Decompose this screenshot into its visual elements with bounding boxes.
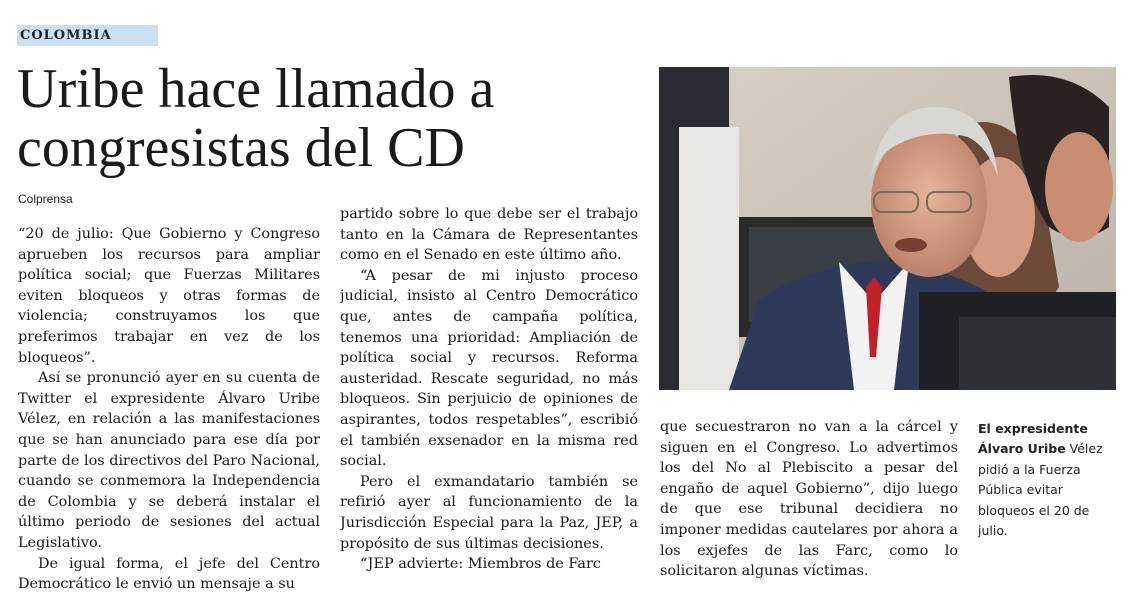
photo-illustration xyxy=(659,67,1116,390)
paragraph: partido sobre lo que debe ser el trabajo tanto en la Cámara de Representantes como en el Senado en este último año. xyxy=(340,206,638,264)
caption-text: Vélez pidió a la Fuerza Pública evitar bloqueos el 20 de julio. xyxy=(978,441,1103,539)
paragraph: “20 de julio: Que Gobierno y Congreso aprueben los recursos para ampliar política social; que Fuerzas Militares eviten bloqueos y otras formas de violencia; construyamos los que preferimos trabajar en vez de los bloqueos”. xyxy=(18,226,320,366)
section-tag: COLOMBIA xyxy=(17,25,158,46)
headline: Uribe hace llamado a congresistas del CD xyxy=(17,58,495,179)
photo-caption xyxy=(978,419,1123,541)
caption-bold: El expresidente Álvaro Uribe xyxy=(978,421,1088,457)
paragraph: Así se pronunció ayer en su cuenta de Twitter el expresidente Álvaro Uribe Vélez, en relación a las manifestaciones que se han anunciado para ese día por parte de los directivos del Paro Nacional, cuando se conmemora la Independencia de Colombia y se deberá instalar el último periodo de sesiones del actual Legislativo. xyxy=(18,370,320,551)
paragraph: que secuestraron no van a la cárcel y siguen en el Congreso. Lo advertimos los del No al Plebiscito a pesar del engaño de aquel Gobierno”, dijo luego de que ese tribunal decidiera no imponer medidas cautelares por ahora a los exjefes de las Farc, como lo solicitaron algunas víctimas. xyxy=(660,419,958,580)
article-column-1 xyxy=(18,224,320,594)
article-column-2 xyxy=(340,204,638,594)
paragraph: “A pesar de mi injusto proceso judicial, insisto al Centro Democrático que, antes de campaña política, tenemos una prioridad: Ampliación de política social y recursos. Reforma austeridad. Rescate seguridad, no más bloqueos. Sin perjuicio de opiniones de aspirantes, todos respetables”, escribió el también exsenador en la misma red social. xyxy=(340,267,638,470)
paragraph: De igual forma, el jefe del Centro Democrático le envió un mensaje a su xyxy=(18,555,320,593)
paragraph: “JEP advierte: Miembros de Farc xyxy=(360,556,601,573)
byline: Colprensa xyxy=(18,192,73,206)
article-column-3 xyxy=(660,417,958,594)
news-photo xyxy=(659,67,1116,390)
paragraph: Pero el exmandatario también se refirió ayer al funcionamiento de la Jurisdicción Especial para la Paz, JEP, a propósito de sus últimas decisiones. xyxy=(340,473,638,552)
